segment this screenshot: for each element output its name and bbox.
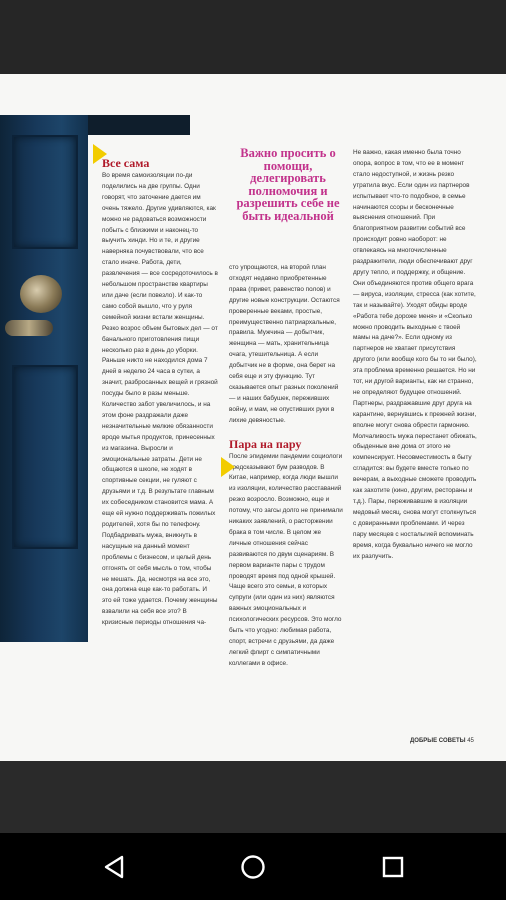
magazine-name: ДОБРЫЕ СОВЕТЫ [410,738,466,744]
column-2 [229,263,345,670]
page-footer [410,738,474,744]
door-panel-lower [12,365,78,549]
back-icon[interactable] [96,849,132,885]
navigation-bar [0,833,506,900]
viewer-background [0,761,506,833]
page-number: 45 [467,738,474,744]
body-text: Во время самоизоляции по-ди поделились на две группы. Одни говорят, что заточение дается им очень тяжело. Другие удивляются, как можно не радоваться возможности побыть с близкими и наконец-то выучить хинди. Но и те, и другие наверняка почувствовали, что все стало иначе. Работа, дети, развлечения — все сосредоточилось в небольшом пространстве квартиры или даче (если повезло). И как-то само собой вышло, что у руля семейной жизни встали женщины. Резко возрос объем бытовых дел — от банального приготовления пищи несколько раз в день до уборки. Раньше никто не находился дома 7 дней в неделю 24 часа в сутки, а значит, разбросанных вещей и грязной посуды было в разы меньше. Количество забот увеличилось, и на этом фоне раздражали даже незначительные мелкие обязанности вроде мытья продуктов, принесенных из магазина. Выросли и эмоциональные затраты. Дети не общаются в школе, не ходят в спортивные секции, не гуляют с друзьями и т.д. В результате главным их собеседником становится мама. А еще ей нужно поддерживать пожилых родителей, хотя бы по телефону. Подбадривать мужа, вникнуть в насущные на данный момент проблемы с бизнесом, и целый день отгонять от себя мысль о том, чтобы не мешать. Да, несмотря на все это, она должна еще как-то работать. И это ей тоже удается. Почему женщины взвалили на себя все это? В кризисные периоды отношения ча- [102,172,218,627]
column-3 [353,148,478,562]
door-panel-upper [12,135,78,249]
status-bar [0,0,506,74]
door-knob [20,275,62,313]
body-text: Не важно, какая именно была точно опора, вопрос в том, что ее в момент стало недоступной, и жизнь резко утратила вкус. Если один из партнеров испытывает что-то подобное, в семье начинаются ссоры и бесконечные выяснения отношений. При благоприятном развитии событий все происходит ровно наоборот: не отвлекаясь на многочисленные раздражители, люди обеспечивают друг другу тепло, и поддержку, и общение. Они объединяются против общего врага — вируса, изоляции, стресса (как хотите, так и называйте). Уходят обиды вроде «Работа тебе дороже меня» и «Сколько можно проводить выходные с твоей мамы на даче?». Если одному из партнеров не хватает присутствия другого (или вообще кого бы то ни было), эта проблема временно решается. Но ни тот, ни другой варианты, как ни странно, не определяют будущее отношений. Партнеры, раздражавшие друг друга на карантине, вернувшись к прежней жизни, вполне могут снова обрести гармонию. Молчаливость мужа перестанет обижать, обыденные вне дома от этого не компенсирует. Несовместимость в быту сгладится: вы будете вместе только по вечерам, а выходные сможете проводить как захотите (кино, другим, рестораны и т.д.). Пары, переживавшие в изоляции медовый месяц, снова могут столкнуться с довиранными проблемами. И через пару месяцев с ностальгией вспоминать время, когда буквально ничего не могло их разлучить. [353,149,477,560]
pull-quote: Важно просить о помощи, делегировать полномочия и разрешить себе не быть идеальной [236,146,340,223]
door-handle [5,320,53,336]
section-heading: Все сама [102,156,150,170]
body-text: сто упрощаются, на второй план отходят недавно приобретенные права (привет, равенство полов) и другие новые конструкции. Остаются проверенные веками, простые, преимущественно патриархальные, правила. Мужчина — добытчик, женщина — мать, хранительница очага, утешительница. А если добытчик не в форме, она берет на себя еще и эту функцию. Тут сказывается опыт разных поколений — и наших бабушек, переживших войну, и мам, не опустивших руки в лихие девяностые. [229,264,340,424]
body-text: После эпидемии пандемии социологи предсказывают бум разводов. В Китае, например, когда люди вышли из изоляции, количество расставаний резко возросло. Возможно, еще и потому, что загсы долго не принимали никаких заявлений, о расторжении брака в том числе. В целом же личные отношения сейчас развиваются по двум сценариям. В первом варианте пары с трудом проводят время под одной крышей. Чаще всего это семьи, в которых супруги (или один из них) являются важных эмоциональных и психологических ресурсов. Это могло быть что угодно: любимая работа, спорт, встречи с друзьями, да даже легкий флирт с симпатичными коллегами в офисе. [229,452,343,667]
home-icon[interactable] [235,849,271,885]
recents-icon[interactable] [375,849,411,885]
section-marker [221,457,235,477]
magazine-page [0,74,506,761]
column-1 [102,156,218,629]
door-photo [0,115,88,642]
section-heading: Пара на пару [229,436,302,451]
